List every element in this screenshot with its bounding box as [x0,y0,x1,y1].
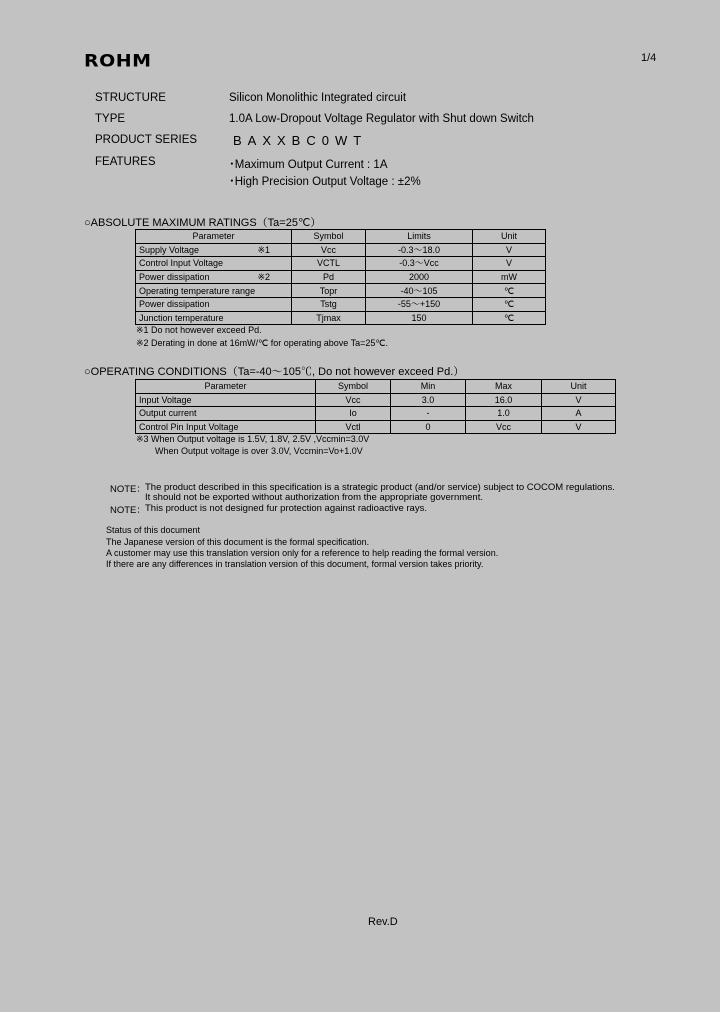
product-series-value: BAXXBC0WT [233,133,368,148]
unit-cell: V [473,257,546,271]
abs-max-note-1: ※1 Do not however exceed Pd. [136,325,262,335]
table-row [136,243,546,257]
limit-cell: -40～105 [366,284,473,298]
type-value: 1.0A Low-Dropout Voltage Regulator with Shut down Switch [229,113,534,125]
param-name: Power dissipation [139,272,210,283]
table-row [136,257,546,271]
symbol-cell: Tstg [292,297,366,311]
param-cell: Output current [136,407,316,421]
symbol-cell: VCTL [292,257,366,271]
min-cell: - [391,407,466,421]
table-row [136,284,546,298]
structure-value: Silicon Monolithic Integrated circuit [229,92,407,104]
note-1-line-1: The product described in this specification is a strategic product (and/or service) subject to COCOM regulations. [145,482,615,493]
symbol-cell: Topr [292,284,366,298]
op-cond-note-1: ※3 When Output voltage is 1.5V, 1.8V, 2.5V ,Vccmin=3.0V [136,434,370,444]
op-cond-table [135,379,616,434]
abs-max-title: ○ABSOLUTE MAXIMUM RATINGS（Ta=25℃） [84,217,322,229]
structure-label: STRUCTURE [95,92,166,104]
table-row [136,420,616,434]
param-name: Operating temperature range [139,285,256,296]
limit-cell: 150 [366,311,473,325]
unit-cell: V [542,393,616,407]
unit-cell: ℃ [473,284,546,298]
table-row [136,311,546,325]
product-series-label: PRODUCT SERIES [95,134,198,146]
op-cond-title: ○OPERATING CONDITIONS（Ta=-40～105℃, Do not however exceed Pd.） [84,366,465,378]
param-cell: Control Pin Input Voltage [136,420,316,434]
table-row [136,297,546,311]
status-title: Status of this document [106,525,201,535]
unit-cell: ℃ [473,311,546,325]
param-cell [136,311,292,325]
note-1-label: NOTE： [110,484,146,495]
param-cell: Input Voltage [136,393,316,407]
min-cell: 3.0 [391,393,466,407]
table-row [136,407,616,421]
header-parameter: Parameter [136,380,316,394]
param-name: Junction temperature [139,312,224,323]
param-name: Control Input Voltage [139,258,224,269]
header-symbol: Symbol [292,230,366,244]
status-line-3: If there are any differences in translation version of this document, formal version takes priority. [106,559,484,569]
param-cell [136,270,292,284]
unit-cell: mW [473,270,546,284]
page-number: 1/4 [641,52,657,64]
limit-cell: -55～+150 [366,297,473,311]
param-name: Supply Voltage [139,244,200,255]
table-row [136,270,546,284]
note-1-line-2: It should not be exported without authorization from the appropriate government. [145,492,483,503]
type-label: TYPE [95,113,126,125]
header-parameter: Parameter [136,230,292,244]
status-line-1: The Japanese version of this document is the formal specification. [106,537,370,547]
max-cell: 16.0 [466,393,542,407]
header-max: Max [466,380,542,394]
header-limits: Limits [366,230,473,244]
rohm-logo: ROHM [84,51,152,71]
table-header-row [136,230,546,244]
param-cell [136,297,292,311]
header-unit: Unit [473,230,546,244]
min-cell: 0 [391,420,466,434]
max-cell: 1.0 [466,407,542,421]
unit-cell: V [473,243,546,257]
features-label: FEATURES [95,156,156,168]
status-line-2: A customer may use this translation version only for a reference to help reading the formal version. [106,548,499,558]
unit-cell: A [542,407,616,421]
param-cell [136,243,292,257]
feature-precision: ･High Precision Output Voltage : ±2% [229,176,421,188]
symbol-cell: Vcc [292,243,366,257]
revision-label: Rev.D [368,916,398,928]
limit-cell: -0.3～18.0 [366,243,473,257]
max-cell: Vcc [466,420,542,434]
param-cell [136,257,292,271]
abs-max-note-2: ※2 Derating in done at 16mW/℃ for operating above Ta=25℃. [136,338,388,348]
table-header-row [136,380,616,394]
symbol-cell: Io [316,407,391,421]
op-cond-note-2: When Output voltage is over 3.0V, Vccmin=Vo+1.0V [155,446,363,456]
param-cell [136,284,292,298]
table-row [136,393,616,407]
symbol-cell: Vctl [316,420,391,434]
symbol-cell: Pd [292,270,366,284]
note-mark: ※1 [257,244,270,255]
feature-max-current: ･Maximum Output Current : 1A [229,159,388,171]
unit-cell: ℃ [473,297,546,311]
symbol-cell: Vcc [316,393,391,407]
unit-cell: V [542,420,616,434]
abs-max-table [135,229,546,325]
limit-cell: -0.3～Vcc [366,257,473,271]
header-symbol: Symbol [316,380,391,394]
param-name: Power dissipation [139,299,210,310]
limit-cell: 2000 [366,270,473,284]
header-min: Min [391,380,466,394]
symbol-cell: Tjmax [292,311,366,325]
note-2-line-1: This product is not designed fur protection against radioactive rays. [145,503,427,514]
header-unit: Unit [542,380,616,394]
note-mark: ※2 [257,272,270,283]
note-2-label: NOTE： [110,505,146,516]
